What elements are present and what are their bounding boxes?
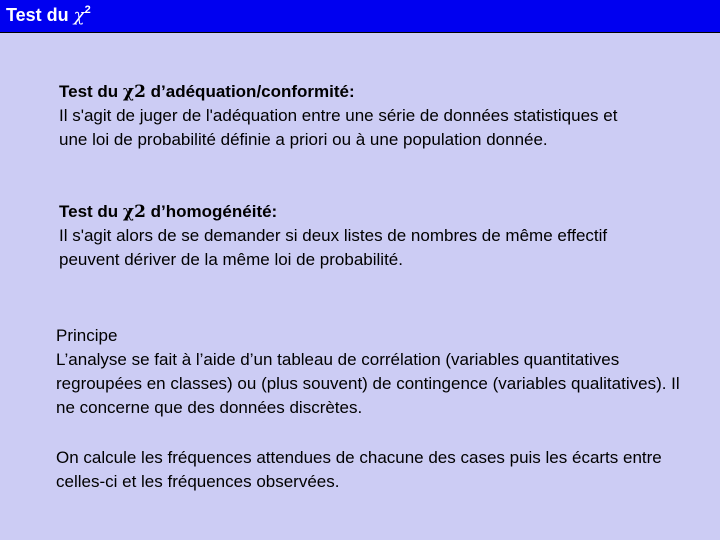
calculation-section xyxy=(56,446,696,494)
homogeneite-heading xyxy=(59,200,659,224)
adequation-heading-prefix: Test du xyxy=(59,82,123,101)
chi-symbol: χ xyxy=(73,5,85,26)
chi-superscript: 2 xyxy=(84,4,91,16)
slide-title-text: Test du xyxy=(6,5,74,25)
slide-title xyxy=(6,3,91,28)
adequation-chi-symbol: χ2 xyxy=(122,82,146,102)
title-bar xyxy=(0,0,720,33)
principle-body: L’analyse se fait à l’aide d’un tableau de corrélation (variables quantitatives regroupées en classes) ou (plus souvent) de contingence (variables qualitatives). Il ne concerne que des données discrètes. xyxy=(56,350,680,417)
principle-section xyxy=(56,324,696,420)
adequation-section xyxy=(59,80,619,152)
homogeneite-heading-prefix: Test du xyxy=(59,202,123,221)
homogeneite-body: Il s'agit alors de se demander si deux listes de nombres de même effectif peuvent dériver de la même loi de probabilité. xyxy=(59,226,608,269)
homogeneite-section xyxy=(59,200,659,272)
adequation-heading-suffix: d’adéquation/conformité: xyxy=(145,82,355,101)
adequation-body: Il s'agit de juger de l'adéquation entre une série de données statistiques et une loi de probabilité définie a priori ou à une population donnée. xyxy=(59,106,618,149)
adequation-heading xyxy=(59,80,619,104)
homogeneite-heading-suffix: d’homogénéité: xyxy=(145,202,278,221)
homogeneite-chi-symbol: χ2 xyxy=(122,202,146,222)
principle-heading: Principe xyxy=(56,326,118,345)
calculation-body: On calcule les fréquences attendues de chacune des cases puis les écarts entre celles-ci et les fréquences observées. xyxy=(56,448,662,491)
